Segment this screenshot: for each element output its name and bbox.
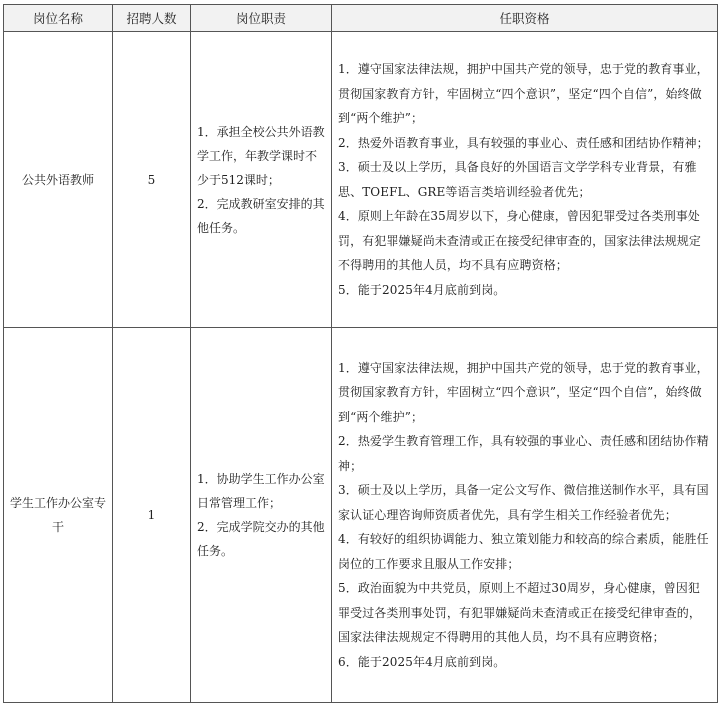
header-hire-count: 招聘人数 xyxy=(113,5,191,32)
qualifications-cell xyxy=(332,32,718,328)
position-name: 公共外语教师 xyxy=(4,32,113,328)
qualification-item: 5．能于2025年4月底前到岗。 xyxy=(338,282,506,297)
duty-item: 2．完成教研室安排的其他任务。 xyxy=(197,196,325,235)
qualification-item: 3．硕士及以上学历，具备良好的外国语言文学学科专业背景，有雅思、TOEFL、GRE等语言类培训经验者优先； xyxy=(338,160,697,199)
table-row xyxy=(4,32,718,328)
table-row xyxy=(4,328,718,703)
duty-item: 1．承担全校公共外语教学工作，年教学课时不少于512课时； xyxy=(197,124,325,187)
qualification-item: 4．原则上年龄在35周岁以下，身心健康，曾因犯罪受过各类刑事处罚，有犯罪嫌疑尚未查清或正在接受纪律审查的，国家法律法规规定不得聘用的其他人员，均不具有应聘资格； xyxy=(338,209,702,272)
position-name: 学生工作办公室专干 xyxy=(4,328,113,703)
hire-count: 5 xyxy=(113,32,191,328)
qualification-item: 1．遵守国家法律法规，拥护中国共产党的领导，忠于党的教育事业，贯彻国家教育方针，牢固树立“四个意识”，坚定“四个自信”，始终做到“两个维护”； xyxy=(338,62,709,125)
qualification-item: 2．热爱外语教育事业，具有较强的事业心、责任感和团结协作精神； xyxy=(338,135,709,150)
recruitment-table-wrapper xyxy=(3,4,718,703)
qualification-item: 4．有较好的组织协调能力、独立策划能力和较高的综合素质，能胜任岗位的工作要求且服从工作安排； xyxy=(338,532,709,571)
recruitment-table xyxy=(3,4,718,703)
qualifications-cell xyxy=(332,328,718,703)
qualification-item: 6．能于2025年4月底前到岗。 xyxy=(338,654,506,669)
duties-cell xyxy=(191,32,332,328)
duty-item: 1．协助学生工作办公室日常管理工作； xyxy=(197,472,325,510)
hire-count: 1 xyxy=(113,328,191,703)
table-header-row xyxy=(4,5,718,32)
header-position-name: 岗位名称 xyxy=(4,5,113,32)
qualification-item: 5．政治面貌为中共党员，原则上不超过30周岁，身心健康，曾因犯罪受过各类刑事处罚，有犯罪嫌疑尚未查清或正在接受纪律审查的，国家法律法规规定不得聘用的其他人员，均不具有应聘资格； xyxy=(338,581,702,645)
header-qualifications: 任职资格 xyxy=(332,5,718,32)
duties-cell xyxy=(191,328,332,703)
header-duties: 岗位职责 xyxy=(191,5,332,32)
duty-item: 2．完成学院交办的其他任务。 xyxy=(197,520,325,558)
qualification-item: 3．硕士及以上学历，具备一定公文写作、微信推送制作水平，具有国家认证心理咨询师资质者优先，具有学生相关工作经验者优先； xyxy=(338,483,709,522)
qualification-item: 2．热爱学生教育管理工作，具有较强的事业心、责任感和团结协作精神； xyxy=(338,434,709,473)
qualification-item: 1．遵守国家法律法规，拥护中国共产党的领导，忠于党的教育事业，贯彻国家教育方针，牢固树立“四个意识”，坚定“四个自信”，始终做到“两个维护”； xyxy=(338,360,709,424)
